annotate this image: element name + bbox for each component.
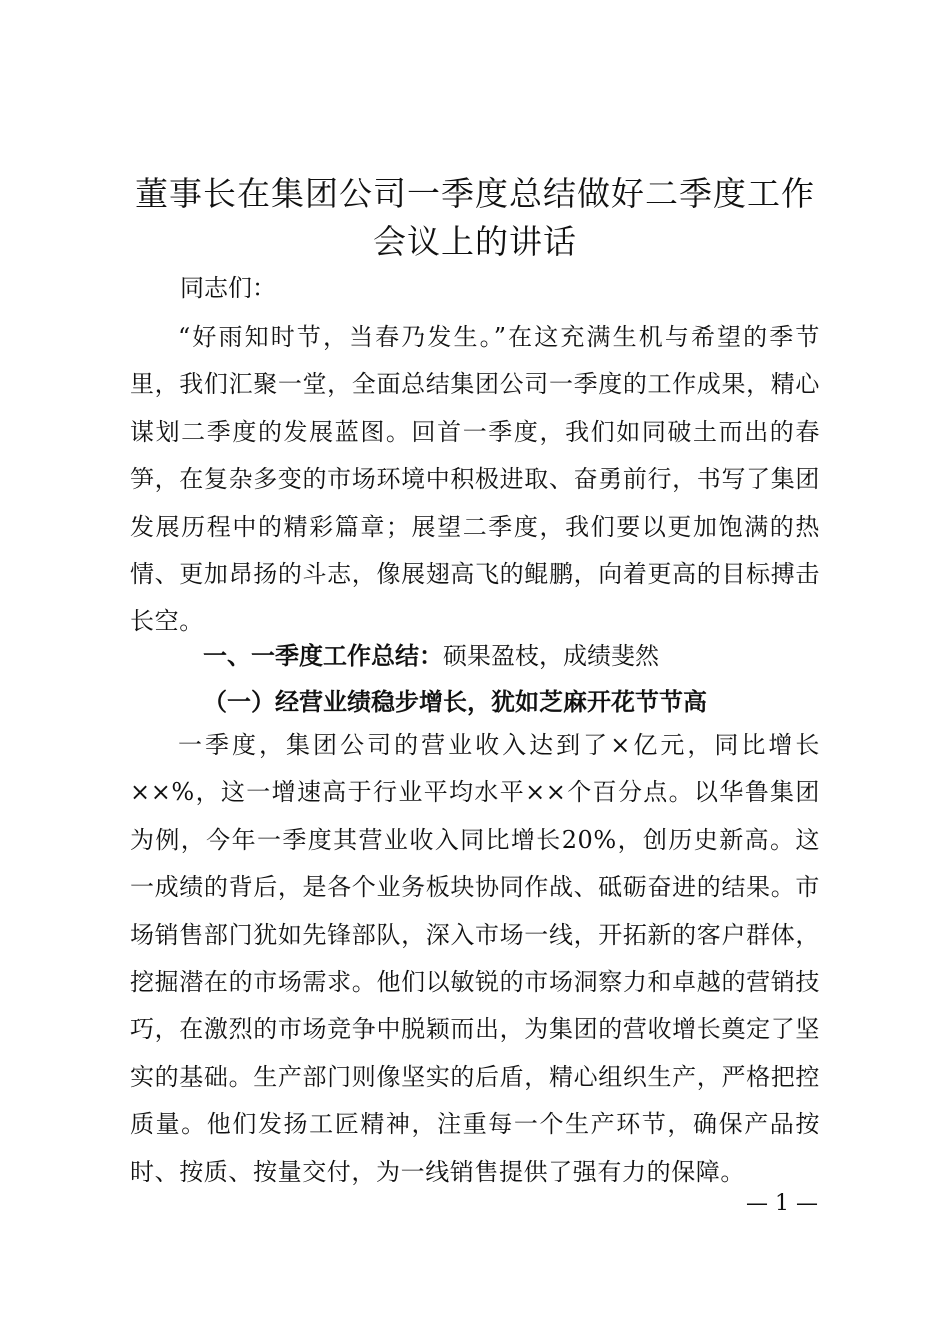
document-title-line-2: 会议上的讲话	[373, 222, 577, 261]
subsection-heading-1: （一）经营业绩稳步增长，犹如芝麻开花节节高	[203, 687, 707, 716]
paragraph-business-performance: 一季度，集团公司的营业收入达到了×亿元，同比增长××%，这一增速高于行业平均水平××个百分点。以华鲁集团为例，今年一季度其营业收入同比增长20%，创历史新高。这一成绩的背后，是各个业务板块协同作战、砥砺奋进的结果。市场销售部门犹如先锋部队，深入市场一线，开拓新的客户群体，挖掘潜在的市场需求。他们以敏锐的市场洞察力和卓越的营销技巧，在激烈的市场竞争中脱颖而出，为集团的营收增长奠定了坚实的基础。生产部门则像坚实的后盾，精心组织生产，严格把控质量。他们发扬工匠精神，注重每一个生产环节，确保产品按时、按质、按量交付，为一线销售提供了强有力的保障。	[130, 731, 820, 1186]
page-number: — 1 —	[746, 1191, 818, 1216]
section-heading-1-text: 硕果盈枝，成绩斐然	[443, 642, 659, 670]
document-title-line-1: 董事长在集团公司一季度总结做好二季度工作	[135, 174, 815, 213]
greeting: 同志们：	[180, 274, 276, 302]
section-heading-1	[203, 636, 659, 676]
section-heading-1-label: 一、一季度工作总结：	[203, 642, 443, 670]
paragraph-intro: “好雨知时节，当春乃发生。”在这充满生机与希望的季节里，我们汇聚一堂，全面总结集团公司一季度的工作成果，精心谋划二季度的发展蓝图。回首一季度，我们如同破土而出的春笋，在复杂多变的市场环境中积极进取、奋勇前行，书写了集团发展历程中的精彩篇章；展望二季度，我们要以更加饱满的热情、更加昂扬的斗志，像展翅高飞的鲲鹏，向着更高的目标搏击长空。	[130, 323, 820, 636]
